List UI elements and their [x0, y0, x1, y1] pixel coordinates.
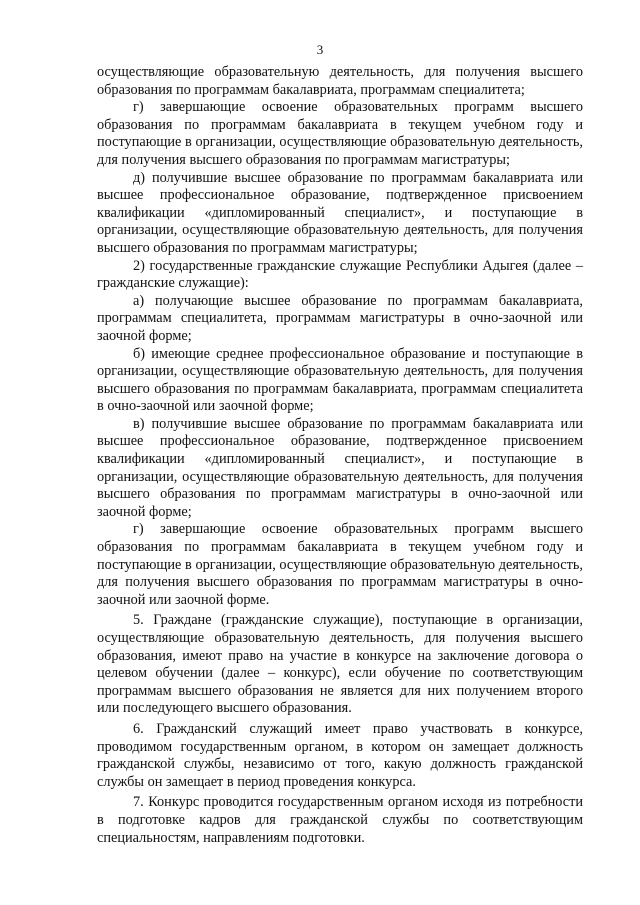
paragraph-item-b: б) имеющие среднее профессиональное образование и поступающие в организации, осуществляющие образовательную деятельность, для получения высшего образования по программам бакалавриата, программам специалитета в очно-заочной или заочной форме;	[97, 345, 583, 415]
paragraph-item-g: г) завершающие освоение образовательных программ высшего образования по программам бакалавриата в текущем учебном году и поступающие в организации, осуществляющие образовательную деятельность, для получения высшего образования по программам магистратуры;	[97, 99, 583, 168]
paragraph-section-7: 7. Конкурс проводится государственным органом исходя из потребности в подготовке кадров для гражданской службы по соответствующим специальностям, направлениям подготовки.	[97, 794, 583, 846]
paragraph-item-g-second: г) завершающие освоение образовательных программ высшего образования по программам бакалавриата в текущем учебном году и поступающие в организации, осуществляющие образовательную деятельность, для получения высшего образования по программам магистратуры в очно-заочной или заочной форме.	[97, 521, 583, 608]
paragraph-section-5: 5. Граждане (гражданские служащие), поступающие в организации, осуществляющие образовательную деятельность, для получения высшего образования, имеют право на участие в конкурсе на заключение договора о целевом обучении (далее – конкурс), если обучение по соответствующим программам высшего образования не является для них получением второго или последующего высшего образования.	[97, 612, 583, 717]
paragraph-continuation: осуществляющие образовательную деятельность, для получения высшего образования по программам бакалавриата, программам специалитета;	[97, 64, 583, 98]
paragraph-item-2: 2) государственные гражданские служащие Республики Адыгея (далее – гражданские служащие):	[97, 257, 583, 292]
paragraph-item-a: а) получающие высшее образование по программам бакалавриата, программам специалитета, программам магистратуры в очно-заочной или заочной форме;	[97, 292, 583, 344]
paragraph-item-d: д) получившие высшее образование по программам бакалавриата или высшее профессиональное образование, подтвержденное присвоением квалификации «дипломированный специалист», и поступающие в организации, осуществляющие образовательную деятельность, для получения высшего образования по программам магистратуры;	[97, 169, 583, 256]
paragraph-section-6: 6. Гражданский служащий имеет право участвовать в конкурсе, проводимом государственным органом, в котором он замещает должность гражданской службы, независимо от того, какую должность гражданской службы он замещает в период проведения конкурса.	[97, 720, 583, 790]
paragraph-item-v: в) получившие высшее образование по программам бакалавриата или высшее профессиональное образование, подтвержденное присвоением квалификации «дипломированный специалист», и поступающие в организации, осуществляющие образовательную деятельность, для получения высшего образования по программам магистратуры в очно-заочной или заочной форме;	[97, 415, 583, 520]
document-body	[97, 64, 583, 847]
page-number: 3	[316, 42, 324, 57]
